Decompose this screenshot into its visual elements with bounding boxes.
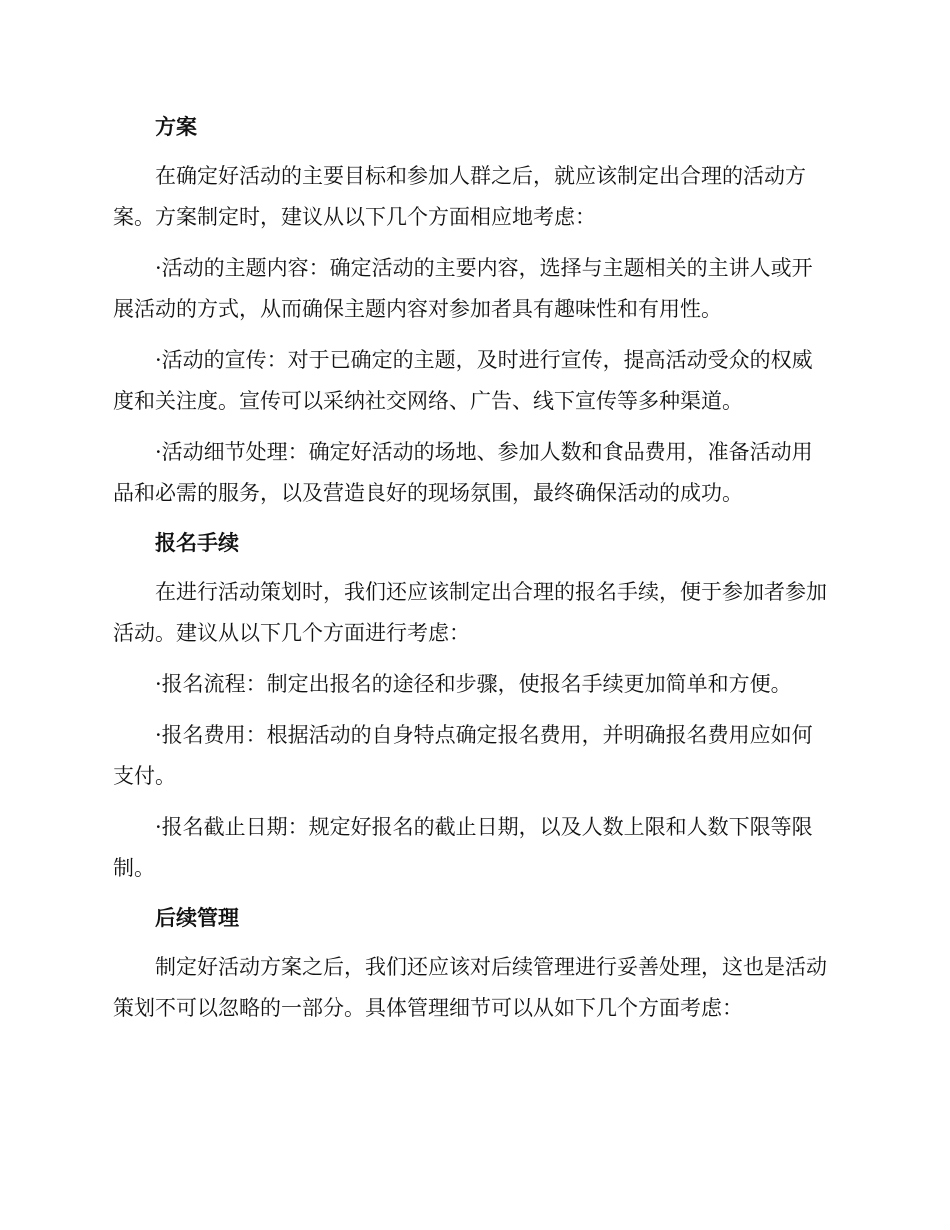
paragraph-follow-up-intro: 制定好活动方案之后，我们还应该对后续管理进行妥善处理，这也是活动策划不可以忽略的一部分。具体管理细节可以从如下几个方面考虑： — [113, 955, 827, 1020]
document-page — [113, 108, 833, 1039]
section-heading-registration: 报名手续 — [155, 531, 239, 555]
bullet-registration-deadline: ·报名截止日期：规定好报名的截止日期，以及人数上限和人数下限等限制。 — [113, 815, 813, 880]
section-heading-follow-up: 后续管理 — [155, 906, 239, 930]
section-heading-plan: 方案 — [155, 115, 197, 139]
bullet-registration-process: ·报名流程：制定出报名的途径和步骤，使报名手续更加简单和方便。 — [155, 672, 792, 696]
bullet-registration-fee: ·报名费用：根据活动的自身特点确定报名费用，并明确报名费用应如何支付。 — [113, 723, 813, 788]
paragraph-registration-intro: 在进行活动策划时，我们还应该制定出合理的报名手续，便于参加者参加活动。建议从以下几个方面进行考虑： — [113, 580, 827, 645]
bullet-theme-content: ·活动的主题内容：确定活动的主要内容，选择与主题相关的主讲人或开展活动的方式，从而确保主题内容对参加者具有趣味性和有用性。 — [113, 256, 813, 321]
paragraph-plan-intro: 在确定好活动的主要目标和参加人群之后，就应该制定出合理的活动方案。方案制定时，建议从以下几个方面相应地考虑： — [113, 164, 806, 229]
bullet-promotion: ·活动的宣传：对于已确定的主题，及时进行宣传，提高活动受众的权威度和关注度。宣传可以采纳社交网络、广告、线下宣传等多种渠道。 — [113, 348, 813, 413]
bullet-detail-handling: ·活动细节处理：确定好活动的场地、参加人数和食品费用，准备活动用品和必需的服务，以及营造良好的现场氛围，最终确保活动的成功。 — [113, 440, 813, 505]
